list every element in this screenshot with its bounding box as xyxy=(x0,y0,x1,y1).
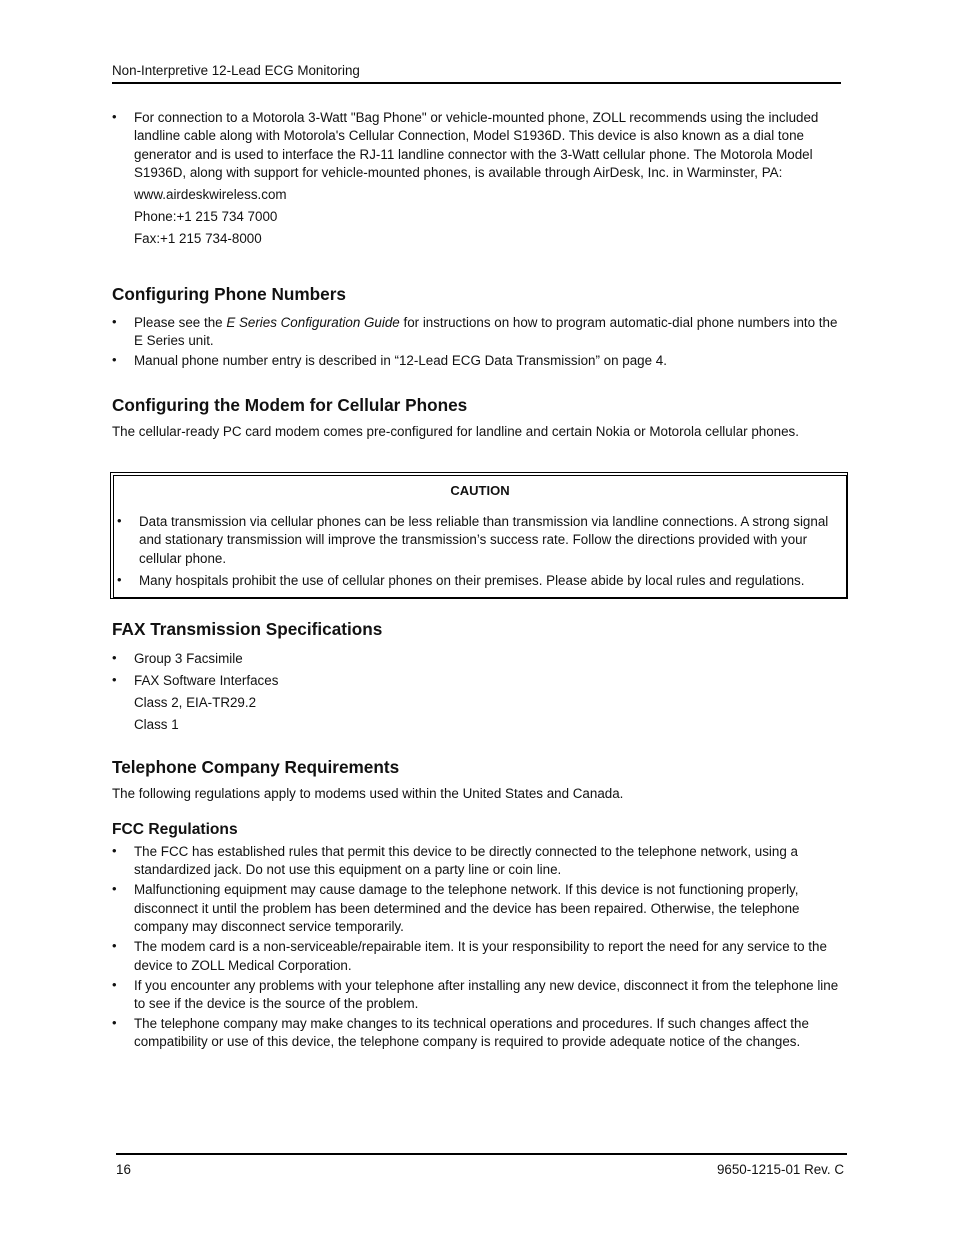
bullet-icon: • xyxy=(112,109,117,124)
list-item xyxy=(112,314,842,351)
caution-box xyxy=(110,472,848,599)
list-item xyxy=(112,1015,842,1052)
fcc-item-5: The telephone company may make changes to its technical operations and procedures. If such changes affect the compatibility or use of this device, the telephone company is required to provide adequate notice of the changes. xyxy=(134,1016,809,1050)
list-item xyxy=(112,881,842,936)
intro-list xyxy=(112,109,842,252)
fax-list xyxy=(112,650,842,738)
subsection-heading-fcc: FCC Regulations xyxy=(112,821,238,838)
phone-numbers-list xyxy=(112,314,842,372)
fcc-item-4: If you encounter any problems with your telephone after installing any new device, disconnect it from the telephone line to see if the device is the source of the problem. xyxy=(134,977,839,1012)
fcc-item-1: The FCC has established rules that permit this device to be directly connected to the telephone network, using a standardized jack. Do not use this equipment on a party line or coin line. xyxy=(134,844,798,878)
fcc-list xyxy=(112,843,842,1053)
bullet-icon: • xyxy=(112,976,117,992)
section-heading-telco: Telephone Company Requirements xyxy=(112,757,400,777)
header-rule xyxy=(112,82,841,84)
footer-rule xyxy=(116,1153,847,1155)
bullet-icon: • xyxy=(112,843,117,858)
list-item xyxy=(117,572,842,590)
modem-paragraph: The cellular-ready PC card modem comes pre-configured for landline and certain Nokia or Motorola cellular phones. xyxy=(112,424,799,439)
fax-bullet-1: Group 3 Facsimile xyxy=(134,651,243,666)
list-item xyxy=(112,977,842,1014)
list-item xyxy=(112,650,842,668)
list-item xyxy=(112,352,842,370)
bullet-icon: • xyxy=(112,881,117,897)
page-number: 16 xyxy=(116,1162,131,1177)
contact-phone: Phone:+1 215 734 7000 xyxy=(134,209,278,225)
fax-class-2: Class 2, EIA-TR29.2 xyxy=(134,695,257,710)
phone-bullet-1-after: for instructions on how to program automatic-dial phone numbers into the E Series unit. xyxy=(134,315,838,349)
bullet-icon: • xyxy=(112,938,117,954)
bullet-icon: • xyxy=(117,571,122,587)
caution-list xyxy=(117,513,842,594)
list-item xyxy=(112,843,842,880)
running-title: Non-Interpretive 12-Lead ECG Monitoring xyxy=(112,63,360,78)
phone-bullet-1-before: Please see the xyxy=(134,315,227,330)
bullet-icon: • xyxy=(117,513,122,528)
fcc-item-3: The modem card is a non-serviceable/repairable item. It is your responsibility to report the need for any service to the device to ZOLL Medical Corporation. xyxy=(134,939,827,973)
bullet-icon: • xyxy=(112,650,117,665)
bullet-icon: • xyxy=(112,352,117,368)
caution-item-2: Many hospitals prohibit the use of cellular phones on their premises. Please abide by local rules and regulations. xyxy=(139,572,805,588)
contact-fax: Fax:+1 215 734-8000 xyxy=(134,231,262,247)
bullet-icon: • xyxy=(112,1015,117,1031)
caution-item-1: Data transmission via cellular phones can be less reliable than transmission via landline connections. A strong signal and stationary transmission will improve the transmission’s success rate. Follow the directions provided with your cellular phone. xyxy=(139,514,829,566)
list-item xyxy=(112,938,842,975)
fax-class-1: Class 1 xyxy=(134,717,179,732)
fax-bullet-2: FAX Software Interfaces xyxy=(134,673,279,688)
bullet-icon: • xyxy=(112,314,117,329)
telco-paragraph: The following regulations apply to modems used within the United States and Canada. xyxy=(112,786,624,801)
list-item xyxy=(117,513,842,568)
phone-bullet-2: Manual phone number entry is described in “12-Lead ECG Data Transmission” on page 4. xyxy=(134,353,667,369)
caution-inner-frame xyxy=(113,475,847,598)
document-number: 9650-1215-01 Rev. C xyxy=(716,1162,844,1177)
section-heading-modem: Configuring the Modem for Cellular Phones xyxy=(112,395,468,415)
list-item xyxy=(112,672,842,690)
fcc-item-2: Malfunctioning equipment may cause damage to the telephone network. If this device is not functioning properly, disconnect it until the problem has been determined and the device has been repaired. Otherwise, the telephone company may disconnect service temporarily. xyxy=(134,882,800,935)
intro-bullet-text: For connection to a Motorola 3-Watt "Bag Phone" or vehicle-mounted phone, ZOLL recommends using the included landline cable along with Motorola's Cellular Connection, Model S1936D. This device is also known as a dial tone generator and is used to interface the RJ-11 landline connector with the 3-Watt cellular phone. The Motorola Model S1936D, along with support for vehicle-mounted phones, is available through AirDesk, Inc. in Warminster, PA: xyxy=(134,110,819,181)
list-item xyxy=(112,109,842,183)
caution-title: CAUTION xyxy=(450,483,510,498)
contact-website: www.airdeskwireless.com xyxy=(134,187,287,203)
section-heading-phone-numbers: Configuring Phone Numbers xyxy=(112,284,346,304)
config-guide-title: E Series Configuration Guide xyxy=(226,315,400,330)
section-heading-fax: FAX Transmission Specifications xyxy=(112,619,383,639)
bullet-icon: • xyxy=(112,672,117,687)
